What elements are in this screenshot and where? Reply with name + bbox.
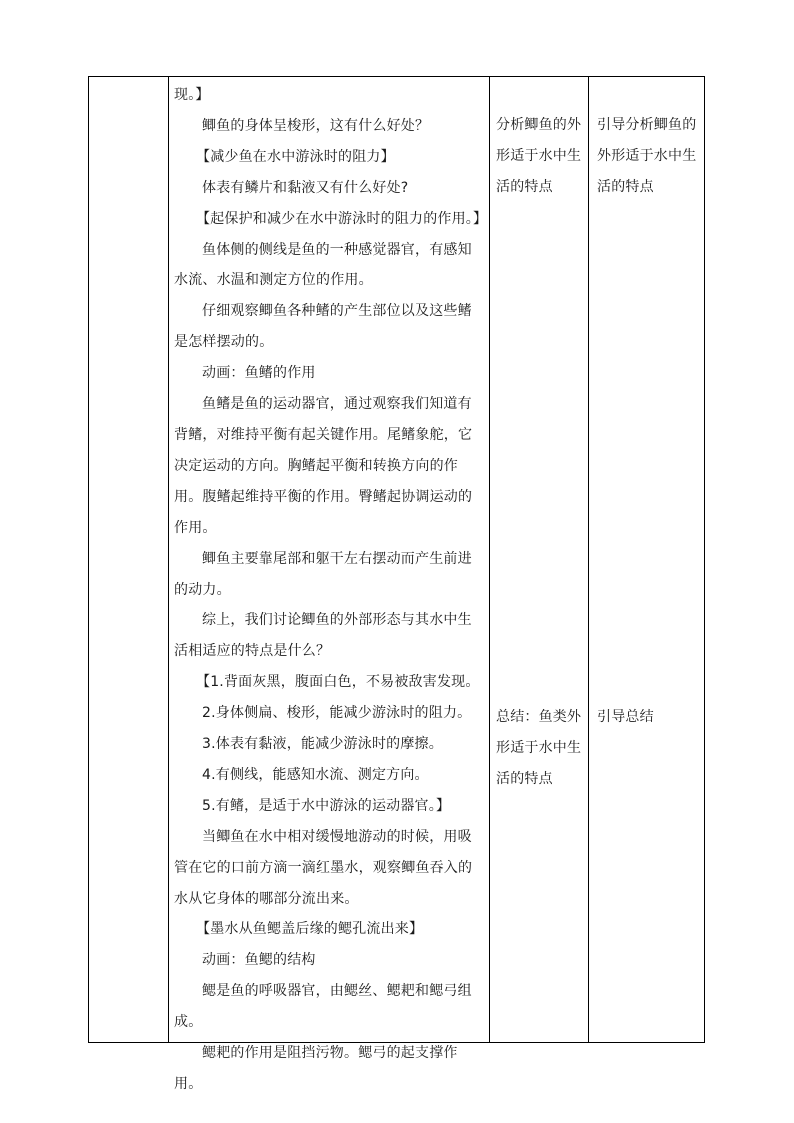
student-activity-text: 分析鲫鱼的外形适于水中生活的特点 xyxy=(496,117,582,195)
paragraph: 鳃耙的作用是阻挡污物。鳃弓的起支撑作用。 xyxy=(174,1045,458,1092)
paragraph: 【1.背面灰黑，腹面白色，不易被敌害发现。 xyxy=(196,674,480,691)
paragraph: 2.身体侧扁、梭形，能减少游泳时的阻力。 xyxy=(202,705,472,722)
lesson-table xyxy=(88,76,705,1092)
paragraph: 3.体表有黏液，能减少游泳时的摩擦。 xyxy=(202,736,443,753)
paragraph: 鲫鱼的身体呈梭形，这有什么好处？ xyxy=(202,117,430,134)
paragraph: 鱼鳍是鱼的运动器官，通过观察我们知道有背鳍，对维持平衡有起关键作用。尾鳍象舵，它决定运动的方向。胸鳍起平衡和转换方向的作用。腹鳍起维持平衡的作用。臀鳍起协调运动的作用。 xyxy=(174,396,473,536)
paragraph: 仔细观察鲫鱼各种鳍的产生部位以及这些鳍是怎样摆动的。 xyxy=(174,303,472,351)
paragraph: 鱼体侧的侧线是鱼的一种感觉器官，有感知水流、水温和测定方位的作用。 xyxy=(174,241,472,289)
design-intent-1 xyxy=(597,110,704,203)
paragraph: 5.有鳍，是适于水中游泳的运动器官。】 xyxy=(202,797,451,814)
paragraph: 当鲫鱼在水中相对缓慢地游动的时候，用吸管在它的口前方滴一滴红墨水，观察鲫鱼吞入的水从它身体的哪部分流出来。 xyxy=(174,828,473,907)
student-activity-text: 总结：鱼类外形适于水中生活的特点 xyxy=(496,709,582,787)
teaching-process-cell xyxy=(169,77,489,1092)
design-intent-2 xyxy=(597,702,704,733)
paragraph: 【墨水从鱼鳃盖后缘的鳃孔流出来】 xyxy=(196,921,424,938)
paragraph: 4.有侧线，能感知水流、测定方向。 xyxy=(202,766,429,783)
paragraph: 体表有鳞片和黏液又有什么好处? xyxy=(202,179,409,196)
design-intent-cell xyxy=(589,77,706,1042)
paragraph: 动画：鱼鳍的作用 xyxy=(202,365,316,382)
paragraph: 动画：鱼鳃的结构 xyxy=(202,952,316,969)
paragraph: 综上，我们讨论鲫鱼的外部形态与其水中生活相适应的特点是什么？ xyxy=(174,612,472,660)
design-intent-text: 引导总结 xyxy=(597,709,654,725)
design-intent-text: 引导分析鲫鱼的外形适于水中生活的特点 xyxy=(597,117,697,195)
student-activity-1 xyxy=(496,110,586,203)
paragraph: 现。】 xyxy=(174,87,210,103)
paragraph: 【起保护和减少在水中游泳时的阻力的作用。】 xyxy=(196,210,488,227)
paragraph: 鲫鱼主要靠尾部和躯干左右摆动而产生前进的动力。 xyxy=(174,550,472,598)
paragraph: 鳃是鱼的呼吸器官，由鳃丝、鳃耙和鳃弓组成。 xyxy=(174,983,472,1031)
paragraph: 【减少鱼在水中游泳时的阻力】 xyxy=(196,148,395,165)
student-activity-cell xyxy=(490,77,588,1042)
student-activity-2 xyxy=(496,702,586,795)
